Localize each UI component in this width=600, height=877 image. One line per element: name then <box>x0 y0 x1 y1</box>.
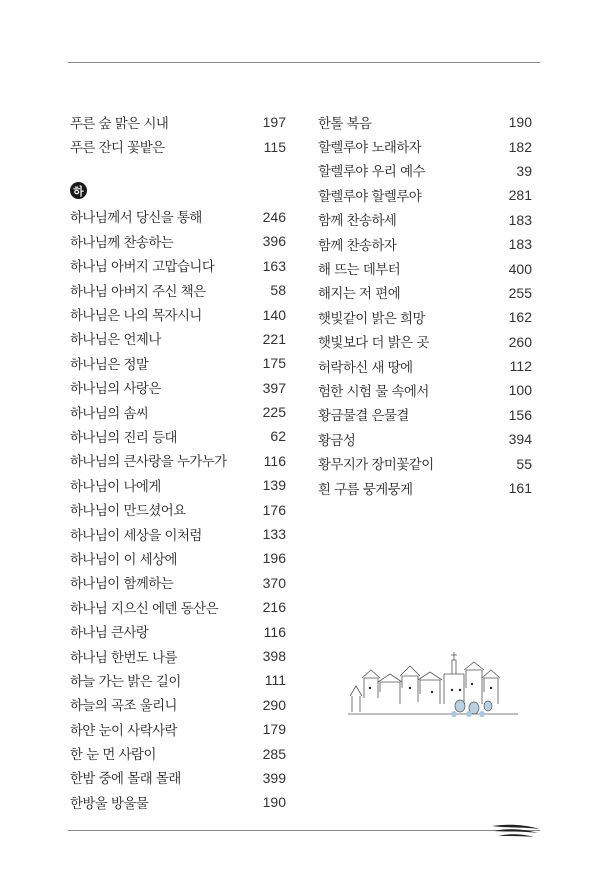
index-entry <box>318 476 532 500</box>
entry-page-number: 140 <box>262 306 286 323</box>
top-divider <box>68 62 540 63</box>
index-entry <box>318 330 532 354</box>
entry-page-number: 116 <box>263 623 286 640</box>
entry-title: 한톨 복음 <box>318 116 372 132</box>
entry-page-number: 176 <box>262 501 286 518</box>
index-entry <box>318 208 532 232</box>
entry-page-number: 183 <box>508 236 532 253</box>
entry-title: 햇빛보다 더 밝은 곳 <box>318 336 429 352</box>
entry-page-number: 55 <box>516 455 532 472</box>
entry-title: 하늘의 곡조 울리니 <box>70 699 177 715</box>
entry-page-number: 216 <box>262 599 286 616</box>
entry-title: 하나님이 세상을 이처럼 <box>70 528 202 544</box>
page-corner-ornament <box>492 822 540 838</box>
entry-page-number: 156 <box>508 406 532 423</box>
bottom-divider <box>68 830 540 831</box>
index-entry <box>70 546 286 570</box>
entry-title: 하나님 한번도 나를 <box>70 650 177 666</box>
index-entry <box>70 424 286 448</box>
entry-page-number: 116 <box>263 452 286 469</box>
index-entry <box>70 449 286 473</box>
village-illustration <box>348 648 520 720</box>
entry-page-number: 182 <box>508 138 532 155</box>
entry-title: 해지는 저 편에 <box>318 287 401 303</box>
index-entry <box>70 302 286 326</box>
index-entry <box>318 232 532 256</box>
entry-title: 하나님이 만드셨어요 <box>70 504 186 520</box>
index-entry <box>318 354 532 378</box>
entry-page-number: 100 <box>508 382 532 399</box>
entry-title: 함께 찬송하세 <box>318 214 397 230</box>
entry-title: 하얀 눈이 사락사락 <box>70 723 177 739</box>
entry-page-number: 62 <box>270 428 286 445</box>
index-entry <box>70 254 286 278</box>
entry-title: 흰 구름 뭉게뭉게 <box>318 482 413 498</box>
index-entry <box>318 403 532 427</box>
entry-page-number: 370 <box>262 574 286 591</box>
entry-page-number: 246 <box>262 208 286 225</box>
index-entry <box>318 378 532 402</box>
entry-title: 하나님께서 당신을 통해 <box>70 211 202 227</box>
index-entry <box>70 351 286 375</box>
entry-page-number: 190 <box>262 794 286 811</box>
entry-title: 하나님이 나에게 <box>70 479 161 495</box>
index-entry <box>70 571 286 595</box>
index-entry <box>70 766 286 790</box>
entry-title: 황금성 <box>318 433 356 449</box>
entry-title: 해 뜨는 데부터 <box>318 263 401 279</box>
entry-title: 한방울 방울물 <box>70 796 149 812</box>
index-entry <box>70 110 286 134</box>
entry-page-number: 161 <box>508 480 532 497</box>
index-entry <box>70 668 286 692</box>
entry-page-number: 197 <box>262 114 286 131</box>
index-entry <box>70 497 286 521</box>
index-entry <box>70 693 286 717</box>
entry-page-number: 115 <box>263 138 286 155</box>
index-entry <box>70 741 286 765</box>
entry-page-number: 394 <box>508 431 532 448</box>
entry-page-number: 285 <box>262 745 286 762</box>
roof-sketch <box>350 686 362 696</box>
entry-title: 하나님은 나의 목자시니 <box>70 309 202 325</box>
entry-page-number: 398 <box>262 648 286 664</box>
section-gap <box>70 159 286 177</box>
index-entry <box>318 451 532 475</box>
entry-title: 함께 찬송하자 <box>318 238 397 254</box>
index-entry <box>318 159 532 183</box>
entry-title: 험한 시험 물 속에서 <box>318 384 429 400</box>
index-entry <box>70 717 286 741</box>
index-group-ha-right <box>318 110 532 500</box>
section-header-ha <box>70 177 286 205</box>
index-entry <box>70 595 286 619</box>
entry-title: 황무지가 장미꽃같이 <box>318 458 434 474</box>
index-entry <box>70 134 286 158</box>
index-entry <box>318 427 532 451</box>
entry-page-number: 139 <box>262 477 286 494</box>
entry-title: 하나님의 사랑은 <box>70 382 161 398</box>
entry-page-number: 183 <box>508 211 532 228</box>
entry-page-number: 255 <box>508 284 532 301</box>
entry-page-number: 112 <box>509 358 532 375</box>
index-entry <box>70 278 286 302</box>
entry-title: 하나님 큰사랑 <box>70 626 149 642</box>
index-entry <box>70 473 286 497</box>
entry-page-number: 111 <box>264 672 286 689</box>
entry-page-number: 196 <box>262 550 286 567</box>
entry-page-number: 397 <box>262 379 286 396</box>
index-entry <box>318 281 532 305</box>
entry-title: 하나님의 큰사랑을 누가누가 <box>70 455 227 471</box>
index-entry <box>70 522 286 546</box>
entry-title: 하나님의 진리 등대 <box>70 430 177 446</box>
index-group-ha-left <box>70 205 286 815</box>
index-entry <box>70 619 286 643</box>
index-entry <box>318 305 532 329</box>
section-badge: 하 <box>70 182 87 199</box>
entry-title: 하나님의 솜씨 <box>70 406 149 422</box>
entry-title: 하나님이 함께하는 <box>70 577 174 593</box>
index-entry <box>70 790 286 814</box>
entry-title: 한 눈 먼 사람이 <box>70 748 156 764</box>
index-entry <box>70 644 286 668</box>
entry-title: 한밤 중에 몰래 몰래 <box>70 772 181 788</box>
entry-page-number: 58 <box>270 282 286 299</box>
entry-title: 하나님은 정말 <box>70 357 149 373</box>
entry-title: 할렐루야 할렐루야 <box>318 189 422 205</box>
entry-page-number: 396 <box>262 233 286 250</box>
index-entry <box>70 400 286 424</box>
index-column-left <box>70 110 286 815</box>
index-group-pu <box>70 110 286 159</box>
entry-page-number: 190 <box>508 114 532 131</box>
entry-page-number: 133 <box>262 526 286 543</box>
entry-page-number: 260 <box>508 333 532 350</box>
index-entry <box>318 256 532 280</box>
entry-title: 할렐루야 노래하자 <box>318 141 422 157</box>
entry-page-number: 225 <box>262 404 286 421</box>
index-entry <box>318 134 532 158</box>
entry-title: 햇빛같이 밝은 희망 <box>318 311 425 327</box>
index-entry <box>318 110 532 134</box>
entry-title: 푸른 잔디 꽃밭은 <box>70 141 165 157</box>
entry-page-number: 399 <box>262 769 286 786</box>
index-entry <box>70 327 286 351</box>
entry-page-number: 175 <box>262 355 286 372</box>
index-entry <box>70 229 286 253</box>
index-entry <box>70 205 286 229</box>
entry-title: 하늘 가는 밝은 길이 <box>70 674 181 690</box>
entry-title: 푸른 숲 맑은 시내 <box>70 116 169 132</box>
entry-title: 하나님 아버지 주신 책은 <box>70 284 206 300</box>
entry-page-number: 179 <box>262 721 286 738</box>
entry-title: 하나님 지으신 에덴 동산은 <box>70 601 219 617</box>
entry-page-number: 163 <box>262 257 286 274</box>
entry-title: 하나님은 언제나 <box>70 333 161 349</box>
entry-title: 할렐루야 우리 예수 <box>318 165 425 181</box>
entry-page-number: 162 <box>508 309 532 326</box>
index-entry <box>318 183 532 207</box>
index-column-right <box>318 110 532 500</box>
entry-page-number: 281 <box>508 187 532 204</box>
entry-title: 하나님 아버지 고맙습니다 <box>70 260 215 276</box>
index-entry <box>70 376 286 400</box>
entry-title: 하나님이 이 세상에 <box>70 552 177 568</box>
entry-page-number: 39 <box>516 162 532 179</box>
entry-title: 허락하신 새 땅에 <box>318 360 413 376</box>
entry-page-number: 290 <box>262 696 286 713</box>
entry-page-number: 400 <box>508 260 532 277</box>
entry-title: 황금물결 은물결 <box>318 409 409 425</box>
entry-title: 하나님께 찬송하는 <box>70 235 174 251</box>
entry-page-number: 221 <box>262 330 286 347</box>
